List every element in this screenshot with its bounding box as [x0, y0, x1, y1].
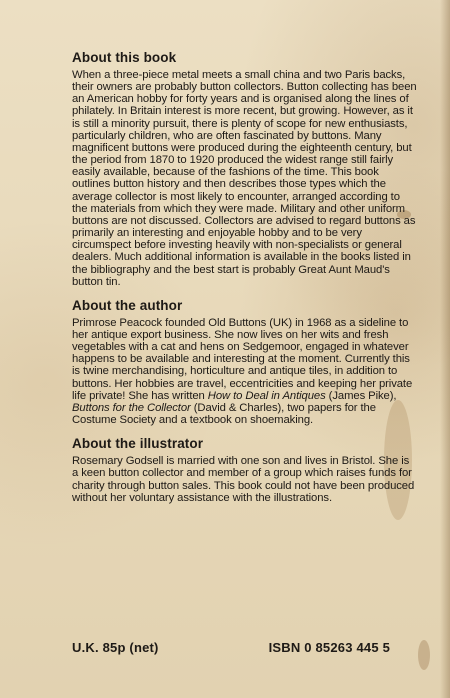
- about-book-text: When a three-piece metal meets a small china and two Paris backs, their owners are probably button collectors. Button collecting has been an American hobby for forty years and is organised along the lines of philately. In Britain interest is more recent, but growing. However, as it is still a minority pursuit, there is plenty of scope for new enthusiasts, particularly children, who are often fascinated by buttons. Many magnificent buttons were produced during the eighteenth century, but the period from 1870 to 1920 produced the widest range still fairly easily available, because of the fashions of the time. This book outlines button history and then describes those types which the average collector is most likely to encounter, arranged according to the materials from which they were made. Military and other uniform buttons are not discussed. Collectors are advised to regard buttons as primarily an interesting and enjoyable hobby and to be very circumspect before investing heavily with non-specialists or general dealers. Much additional information is available in the books listed in the bibliography and the best start is probably Great Aunt Maud's button tin.: [72, 69, 417, 288]
- book-title-antiques: How to Deal in Antiques: [207, 389, 326, 402]
- isbn-label: ISBN 0 85263 445 5: [268, 640, 390, 655]
- about-author-section: [72, 298, 417, 426]
- about-book-section: [72, 50, 417, 288]
- book-title-buttons: Buttons for the Collector: [72, 401, 191, 414]
- about-book-heading: About this book: [72, 50, 177, 65]
- author-text-part: Primrose Peacock founded Old Buttons (UK) in 1968 as a sideline to her antique export business. She now lives on her wits and fresh vegetables with a cat and hens on Sedgemoor, engaged in whatever happens to be available and interesting at the moment. Currently this is twine merchandising, horticulture and antique tiles, in addition to buttons. Her hobbies are travel, eccentricities and keeping her private life private! She has written: [72, 316, 413, 402]
- about-illustrator-text: Rosemary Godsell is married with one son and lives in Bristol. She is a keen button collector and member of a group which raises funds for charity through button sales. This book could not have been produced without her voluntary assistance with the illustrations.: [72, 455, 415, 504]
- about-illustrator-heading: About the illustrator: [72, 436, 204, 452]
- paper-stain: [418, 640, 430, 670]
- price-label: U.K. 85p (net): [72, 640, 159, 655]
- author-text-part: (James Pike),: [325, 389, 397, 402]
- about-illustrator-section: [72, 436, 417, 504]
- author-text-part: (David & Charles), two papers for the Costume Society and a textbook on shoemaking.: [72, 401, 376, 427]
- about-author-heading: About the author: [72, 297, 183, 313]
- cover-footer: [72, 640, 390, 655]
- about-author-text: [72, 317, 417, 426]
- blurb-content: [72, 50, 417, 514]
- cover-edge-shadow: [440, 0, 450, 698]
